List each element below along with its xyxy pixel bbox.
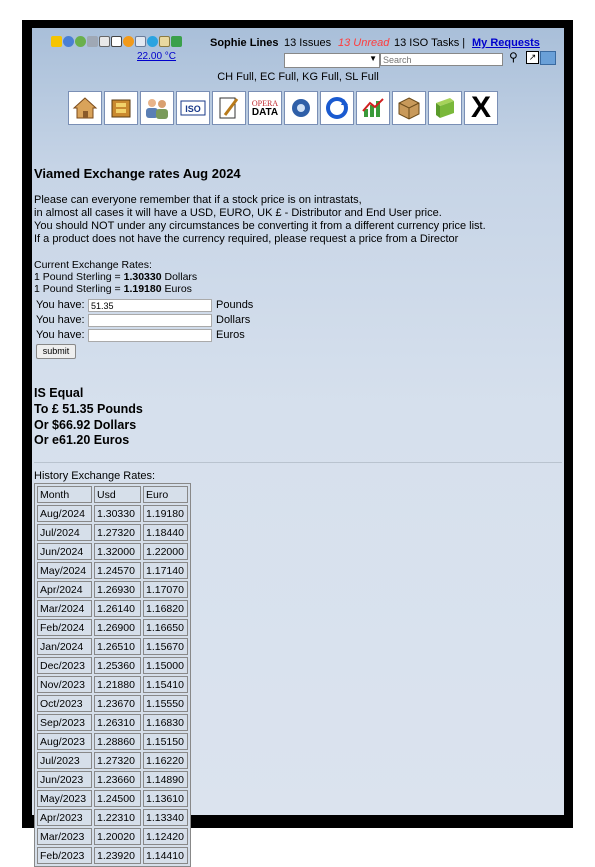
header-euro: Euro bbox=[143, 486, 188, 503]
content-panel bbox=[32, 28, 564, 862]
result-euros: Or e61.20 Euros bbox=[34, 433, 130, 447]
cell-euro: 1.18440 bbox=[143, 524, 188, 541]
usd-rate-line bbox=[34, 271, 197, 283]
cell-usd: 1.24500 bbox=[94, 790, 141, 807]
submit-button[interactable]: submit bbox=[36, 344, 76, 359]
cell-usd: 1.28860 bbox=[94, 733, 141, 750]
recycle-icon[interactable] bbox=[75, 36, 86, 47]
notice-line-1: Please can everyone remember that if a stock price is on intrastats, bbox=[34, 194, 362, 206]
document-icon[interactable] bbox=[111, 36, 122, 47]
table-row bbox=[37, 657, 188, 674]
history-table bbox=[34, 483, 191, 867]
cell-month: Nov/2023 bbox=[37, 676, 92, 693]
smile-icon[interactable] bbox=[159, 36, 170, 47]
my-requests-link[interactable]: My Requests bbox=[472, 37, 540, 49]
notice-line-4: If a product does not have the currency required, please request a price from a Director bbox=[34, 233, 459, 245]
cell-euro: 1.15410 bbox=[143, 676, 188, 693]
dollars-input[interactable] bbox=[88, 314, 212, 327]
history-title: History Exchange Rates: bbox=[34, 470, 156, 482]
cell-month: Mar/2023 bbox=[37, 828, 92, 845]
cell-usd: 1.26930 bbox=[94, 581, 141, 598]
table-row bbox=[37, 695, 188, 712]
cell-usd: 1.26900 bbox=[94, 619, 141, 636]
excel-icon[interactable] bbox=[171, 36, 182, 47]
external-link-icon[interactable]: ↗ bbox=[526, 51, 539, 64]
access-levels: CH Full, EC Full, KG Full, SL Full bbox=[217, 71, 379, 83]
page-title: Viamed Exchange rates Aug 2024 bbox=[34, 166, 241, 181]
table-row bbox=[37, 524, 188, 541]
header-month: Month bbox=[37, 486, 92, 503]
cell-usd: 1.27320 bbox=[94, 752, 141, 769]
cell-month: Jan/2024 bbox=[37, 638, 92, 655]
result-pounds: To £ 51.35 Pounds bbox=[34, 402, 143, 416]
cell-usd: 1.21880 bbox=[94, 676, 141, 693]
eur-rate-line bbox=[34, 283, 192, 295]
euros-unit: Euros bbox=[216, 329, 245, 341]
calendar-icon[interactable] bbox=[99, 36, 110, 47]
usd-rate-value: 1.30330 bbox=[123, 271, 162, 283]
edit-icon[interactable] bbox=[212, 91, 246, 125]
cell-euro: 1.19180 bbox=[143, 505, 188, 522]
table-row bbox=[37, 543, 188, 560]
cell-month: Apr/2024 bbox=[37, 581, 92, 598]
cell-month: Feb/2024 bbox=[37, 619, 92, 636]
opera-label: OPERA bbox=[251, 99, 279, 108]
dollars-unit: Dollars bbox=[216, 314, 251, 326]
main-toolbar bbox=[68, 91, 498, 125]
temperature-link[interactable]: 22.00 °C bbox=[137, 51, 177, 62]
table-row bbox=[37, 638, 188, 655]
iso-tasks-count[interactable]: 13 ISO Tasks | bbox=[394, 37, 466, 49]
table-row bbox=[37, 600, 188, 617]
eur-rate-suffix: Euros bbox=[161, 283, 192, 295]
cell-month: Feb/2023 bbox=[37, 847, 92, 864]
refresh-icon[interactable] bbox=[320, 91, 354, 125]
chevron-down-icon: ▼ bbox=[369, 54, 377, 63]
cell-month: Oct/2023 bbox=[37, 695, 92, 712]
cell-euro: 1.15000 bbox=[143, 657, 188, 674]
cell-month: Aug/2024 bbox=[37, 505, 92, 522]
search-scope-select[interactable] bbox=[284, 53, 380, 68]
eur-rate-prefix: 1 Pound Sterling = bbox=[34, 283, 124, 295]
cell-euro: 1.16650 bbox=[143, 619, 188, 636]
cell-usd: 1.26310 bbox=[94, 714, 141, 731]
globe-icon[interactable] bbox=[63, 36, 74, 47]
cell-month: Sep/2023 bbox=[37, 714, 92, 731]
cell-usd: 1.32000 bbox=[94, 543, 141, 560]
table-row bbox=[37, 752, 188, 769]
book-icon[interactable] bbox=[428, 91, 462, 125]
table-header-row bbox=[37, 486, 188, 503]
users-icon[interactable] bbox=[140, 91, 174, 125]
table-row bbox=[37, 619, 188, 636]
cell-euro: 1.22000 bbox=[143, 543, 188, 560]
quick-icons bbox=[51, 36, 182, 47]
cell-month: May/2024 bbox=[37, 562, 92, 579]
table-row bbox=[37, 733, 188, 750]
issues-count[interactable]: 13 Issues bbox=[284, 37, 332, 49]
mail-icon[interactable] bbox=[540, 51, 556, 65]
cell-euro: 1.15670 bbox=[143, 638, 188, 655]
cell-month: Jul/2024 bbox=[37, 524, 92, 541]
pounds-label: You have: bbox=[36, 299, 85, 311]
cell-month: Mar/2024 bbox=[37, 600, 92, 617]
table-row bbox=[37, 790, 188, 807]
box-icon[interactable] bbox=[392, 91, 426, 125]
cell-usd: 1.25360 bbox=[94, 657, 141, 674]
table-row bbox=[37, 505, 188, 522]
cell-usd: 1.23660 bbox=[94, 771, 141, 788]
euros-input[interactable] bbox=[88, 329, 212, 342]
table-row bbox=[37, 581, 188, 598]
cell-euro: 1.14890 bbox=[143, 771, 188, 788]
divider bbox=[34, 462, 562, 463]
cell-usd: 1.22310 bbox=[94, 809, 141, 826]
pounds-unit: Pounds bbox=[216, 299, 254, 311]
cell-euro: 1.16820 bbox=[143, 600, 188, 617]
table-row bbox=[37, 676, 188, 693]
iso-label: ISO bbox=[185, 104, 201, 114]
cell-usd: 1.23920 bbox=[94, 847, 141, 864]
page-frame bbox=[22, 20, 573, 862]
cell-month: May/2023 bbox=[37, 790, 92, 807]
cell-usd: 1.26510 bbox=[94, 638, 141, 655]
eur-rate-value: 1.19180 bbox=[123, 283, 162, 295]
mail-small-icon[interactable] bbox=[135, 36, 146, 47]
home-icon[interactable] bbox=[68, 91, 102, 125]
current-rates-label: Current Exchange Rates: bbox=[34, 259, 152, 271]
help-icon[interactable] bbox=[123, 36, 134, 47]
table-row bbox=[37, 714, 188, 731]
opera-data-icon[interactable] bbox=[248, 91, 282, 125]
cell-euro: 1.13340 bbox=[143, 809, 188, 826]
cell-month: Jul/2023 bbox=[37, 752, 92, 769]
cell-euro: 1.14410 bbox=[143, 847, 188, 864]
result-heading: IS Equal bbox=[34, 386, 84, 400]
header-usd: Usd bbox=[94, 486, 141, 503]
unread-count[interactable]: 13 Unread bbox=[338, 37, 390, 49]
user-name: Sophie Lines bbox=[210, 37, 279, 49]
cell-month: Jun/2023 bbox=[37, 771, 92, 788]
settings-icon[interactable] bbox=[284, 91, 318, 125]
usd-rate-suffix: Dollars bbox=[161, 271, 198, 283]
euros-label: You have: bbox=[36, 329, 85, 341]
chart-icon[interactable] bbox=[356, 91, 390, 125]
result-dollars: Or $66.92 Dollars bbox=[34, 418, 137, 432]
table-row bbox=[37, 562, 188, 579]
cell-euro: 1.16830 bbox=[143, 714, 188, 731]
iso-icon[interactable] bbox=[176, 91, 210, 125]
usd-rate-prefix: 1 Pound Sterling = bbox=[34, 271, 124, 283]
cell-usd: 1.27320 bbox=[94, 524, 141, 541]
weather-icon[interactable] bbox=[147, 36, 158, 47]
table-row bbox=[37, 809, 188, 826]
notice-line-3: You should NOT under any circumstances be converting it from a different currency price list. bbox=[34, 220, 486, 232]
tools-icon[interactable] bbox=[87, 36, 98, 47]
cell-euro: 1.16220 bbox=[143, 752, 188, 769]
cell-usd: 1.20020 bbox=[94, 828, 141, 845]
search-icon[interactable]: ⚲ bbox=[509, 50, 518, 64]
data-label: DATA bbox=[251, 107, 279, 118]
table-row bbox=[37, 847, 188, 864]
cell-month: Dec/2023 bbox=[37, 657, 92, 674]
cell-month: Jun/2024 bbox=[37, 543, 92, 560]
cell-euro: 1.15550 bbox=[143, 695, 188, 712]
cell-euro: 1.15150 bbox=[143, 733, 188, 750]
cell-usd: 1.30330 bbox=[94, 505, 141, 522]
notice-line-2: in almost all cases it will have a USD, EURO, UK £ - Distributor and End User price. bbox=[34, 207, 442, 219]
cell-month: Aug/2023 bbox=[37, 733, 92, 750]
search-input[interactable] bbox=[380, 53, 503, 66]
close-icon[interactable]: X bbox=[464, 91, 498, 125]
table-row bbox=[37, 828, 188, 845]
pounds-input[interactable] bbox=[88, 299, 212, 312]
cell-euro: 1.13610 bbox=[143, 790, 188, 807]
archive-icon[interactable] bbox=[104, 91, 138, 125]
cell-euro: 1.17140 bbox=[143, 562, 188, 579]
cell-usd: 1.23670 bbox=[94, 695, 141, 712]
table-row bbox=[37, 771, 188, 788]
cell-month: Apr/2023 bbox=[37, 809, 92, 826]
star-icon[interactable] bbox=[51, 36, 62, 47]
cell-euro: 1.17070 bbox=[143, 581, 188, 598]
dollars-label: You have: bbox=[36, 314, 85, 326]
cell-euro: 1.12420 bbox=[143, 828, 188, 845]
cell-usd: 1.24570 bbox=[94, 562, 141, 579]
cell-usd: 1.26140 bbox=[94, 600, 141, 617]
